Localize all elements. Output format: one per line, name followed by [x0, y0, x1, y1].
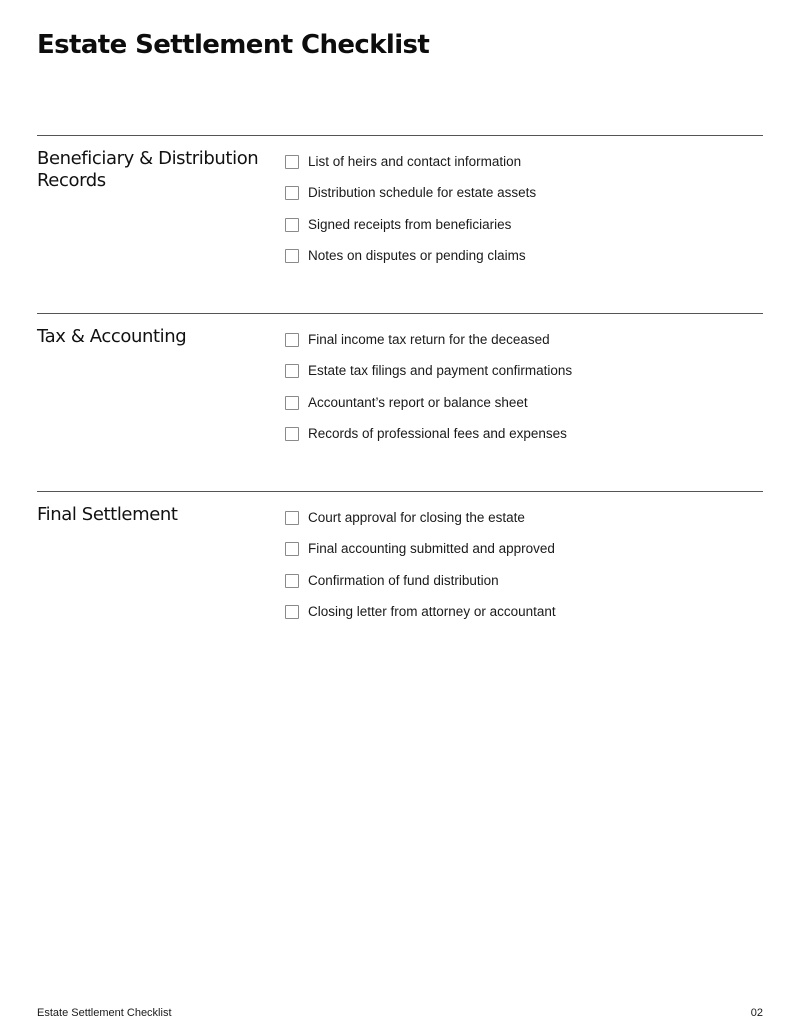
checklist-item[interactable] [285, 422, 572, 454]
checkbox[interactable] [285, 249, 299, 263]
section-heading: Final Settlement [37, 504, 178, 525]
section-heading: Tax & Accounting [37, 326, 187, 347]
checklist-item-label: Accountant’s report or balance sheet [308, 394, 528, 410]
checklist [285, 327, 572, 453]
checklist [285, 149, 536, 275]
checklist-item-label: Confirmation of fund distribution [308, 572, 499, 588]
checklist-item[interactable] [285, 359, 572, 391]
checkbox[interactable] [285, 574, 299, 588]
checkbox[interactable] [285, 155, 299, 169]
checklist-item-label: Final accounting submitted and approved [308, 541, 555, 557]
checklist-item-label: Estate tax filings and payment confirmations [308, 363, 573, 379]
checklist-item[interactable] [285, 600, 556, 632]
checklist-item[interactable] [285, 212, 536, 244]
section-beneficiary-distribution [37, 135, 763, 264]
checklist-item-label: Notes on disputes or pending claims [308, 248, 526, 264]
checkbox[interactable] [285, 511, 299, 525]
checklist-item-label: Distribution schedule for estate assets [308, 185, 537, 201]
checkbox[interactable] [285, 186, 299, 200]
checklist-item-label: Court approval for closing the estate [308, 509, 525, 525]
checklist-item[interactable] [285, 327, 572, 359]
section-tax-accounting [37, 313, 763, 442]
checklist-item[interactable] [285, 149, 536, 181]
section-final-settlement [37, 491, 763, 620]
checklist-item-label: Signed receipts from beneficiaries [308, 216, 512, 232]
checklist-item[interactable] [285, 505, 556, 537]
checklist-item[interactable] [285, 537, 556, 569]
checklist-item-label: Records of professional fees and expenses [308, 426, 567, 442]
checklist-item-label: List of heirs and contact information [308, 153, 522, 169]
checklist [285, 505, 556, 631]
checkbox[interactable] [285, 396, 299, 410]
checkbox[interactable] [285, 364, 299, 378]
footer-title: Estate Settlement Checklist [37, 1007, 172, 1019]
page-title: Estate Settlement Checklist [37, 30, 430, 60]
checkbox[interactable] [285, 333, 299, 347]
checklist-item[interactable] [285, 568, 556, 600]
checkbox[interactable] [285, 605, 299, 619]
section-heading: Beneficiary & Distribution Records [37, 148, 259, 191]
checklist-item-label: Closing letter from attorney or accountant [308, 604, 556, 620]
checklist-item[interactable] [285, 390, 572, 422]
checkbox[interactable] [285, 427, 299, 441]
checklist-item[interactable] [285, 244, 536, 276]
checkbox[interactable] [285, 542, 299, 556]
checklist-item[interactable] [285, 181, 536, 213]
checkbox[interactable] [285, 218, 299, 232]
page-number: 02 [750, 1007, 763, 1019]
checklist-item-label: Final income tax return for the deceased [308, 331, 550, 347]
